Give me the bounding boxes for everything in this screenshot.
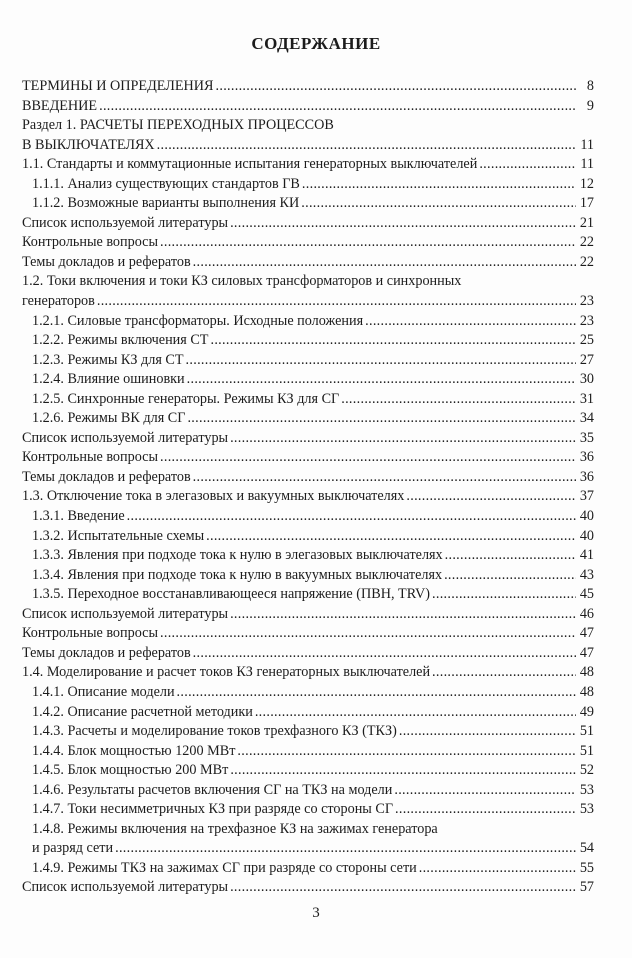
dot-leader bbox=[399, 722, 576, 741]
toc-entry-page: 23 bbox=[579, 312, 594, 329]
toc-entry-page: 45 bbox=[579, 586, 594, 603]
toc-entry-page: 53 bbox=[579, 781, 594, 798]
dot-leader bbox=[230, 878, 576, 897]
dot-leader bbox=[302, 175, 576, 194]
toc-entry-label: ТЕРМИНЫ И ОПРЕДЕЛЕНИЯ bbox=[22, 78, 214, 94]
toc-entry[interactable] bbox=[22, 527, 594, 547]
toc-entry-page: 27 bbox=[579, 351, 594, 368]
dot-leader bbox=[230, 429, 576, 448]
toc-entry-label: 1.3.3. Явления при подходе тока к нулю в элегазовых выключателях bbox=[32, 547, 443, 564]
toc-entry[interactable] bbox=[22, 116, 594, 155]
toc-entry-label: 1.2.2. Режимы включения СТ bbox=[32, 332, 209, 349]
toc-entry-label: 1.4.1. Описание модели bbox=[32, 683, 175, 700]
toc-entry-page: 12 bbox=[579, 175, 594, 192]
toc-entry-page: 11 bbox=[580, 136, 594, 153]
toc-entry-page: 40 bbox=[579, 508, 594, 525]
toc-entry-label: Список используемой литературы bbox=[22, 214, 229, 231]
toc-entry[interactable] bbox=[22, 97, 594, 117]
toc-entry[interactable] bbox=[22, 878, 594, 898]
toc-entry-page: 31 bbox=[579, 390, 594, 407]
toc-entry-page: 35 bbox=[579, 429, 594, 446]
dot-leader bbox=[237, 742, 576, 761]
toc-entry[interactable] bbox=[22, 331, 594, 351]
dot-leader bbox=[193, 644, 576, 663]
dot-leader bbox=[177, 683, 576, 702]
toc-entry[interactable] bbox=[22, 683, 594, 703]
toc-entry-page: 21 bbox=[579, 214, 594, 231]
toc-entry-page: 25 bbox=[579, 332, 594, 349]
toc-entry[interactable] bbox=[22, 663, 594, 683]
toc-entry[interactable] bbox=[22, 546, 594, 566]
dot-leader bbox=[444, 566, 576, 585]
toc-entry[interactable] bbox=[22, 351, 594, 371]
dot-leader bbox=[115, 839, 576, 858]
toc-entry[interactable] bbox=[22, 605, 594, 625]
toc-entry[interactable] bbox=[22, 77, 594, 97]
toc-entry[interactable] bbox=[22, 566, 594, 586]
toc-entry-page: 47 bbox=[579, 644, 594, 661]
dot-leader bbox=[419, 859, 576, 878]
toc-entry-label: 1.4.5. Блок мощностью 200 МВт bbox=[32, 762, 229, 779]
toc-entry[interactable] bbox=[22, 859, 594, 879]
page-number: 3 bbox=[312, 905, 320, 921]
toc-entry-page: 48 bbox=[579, 683, 594, 700]
dot-leader bbox=[395, 800, 576, 819]
toc-entry-label: 1.3.4. Явления при подходе тока к нулю в вакуумных выключателях bbox=[32, 566, 443, 583]
toc-entry-page: 40 bbox=[579, 527, 594, 544]
toc-entry[interactable] bbox=[22, 272, 594, 311]
toc-entry-page: 49 bbox=[579, 703, 594, 720]
toc-entry-label: 1.2.3. Режимы КЗ для СТ bbox=[32, 351, 184, 368]
toc-entry-label: 1.2.4. Влияние ошиновки bbox=[32, 371, 185, 388]
toc-entry-page: 11 bbox=[580, 156, 594, 173]
dot-leader bbox=[186, 351, 576, 370]
toc-entry-label: 1.2.5. Синхронные генераторы. Режимы КЗ для СГ bbox=[32, 390, 340, 407]
toc-entry[interactable] bbox=[22, 585, 594, 605]
toc-entry-page: 55 bbox=[579, 859, 594, 876]
toc-entry-page: 41 bbox=[579, 547, 594, 564]
dot-leader bbox=[230, 214, 576, 233]
toc-entry-label-continued: и разряд сети bbox=[32, 840, 114, 857]
dot-leader bbox=[394, 781, 576, 800]
toc-entry-label: 1.3.2. Испытательные схемы bbox=[32, 527, 205, 544]
dot-leader bbox=[301, 194, 576, 213]
toc-entry-label: Темы докладов и рефератов bbox=[22, 644, 191, 661]
toc-entry-page: 23 bbox=[579, 293, 594, 310]
toc-entry-page: 51 bbox=[579, 742, 594, 759]
dot-leader bbox=[255, 703, 576, 722]
toc-entry-page: 47 bbox=[579, 625, 594, 642]
dot-leader bbox=[479, 155, 576, 174]
dot-leader bbox=[193, 253, 576, 272]
toc-entry[interactable] bbox=[22, 175, 594, 195]
toc-entry[interactable] bbox=[22, 644, 594, 664]
toc-entry-label: Темы докладов и рефератов bbox=[22, 468, 191, 485]
dot-leader bbox=[210, 331, 576, 350]
toc-entry-page: 54 bbox=[579, 840, 594, 857]
toc-entry-page: 8 bbox=[586, 78, 594, 94]
toc-entry-label: 1.1.2. Возможные варианты выполнения КИ bbox=[32, 195, 300, 212]
dot-leader bbox=[187, 409, 576, 428]
toc-entry-label-continued: В ВЫКЛЮЧАТЕЛЯХ bbox=[22, 136, 155, 153]
toc-entry[interactable] bbox=[22, 370, 594, 390]
toc-entry-label: 1.2.6. Режимы ВК для СГ bbox=[32, 410, 186, 427]
toc-entry-page: 46 bbox=[579, 605, 594, 622]
dot-leader bbox=[187, 370, 576, 389]
toc-entry[interactable] bbox=[22, 800, 594, 820]
toc-entry-label: Список используемой литературы bbox=[22, 605, 229, 622]
toc-entry-label: Список используемой литературы bbox=[22, 429, 229, 446]
dot-leader bbox=[432, 663, 576, 682]
toc-entry-page: 53 bbox=[579, 801, 594, 818]
toc-entry-page: 48 bbox=[579, 664, 594, 681]
toc-entry-label: 1.3.5. Переходное восстанавливающееся напряжение (ПВН, TRV) bbox=[32, 586, 431, 603]
toc-entry-label-continued: генераторов bbox=[22, 293, 95, 310]
toc-entry[interactable] bbox=[22, 409, 594, 429]
toc-entry-page: 57 bbox=[579, 879, 594, 896]
toc-entry[interactable] bbox=[22, 214, 594, 234]
toc-entry[interactable] bbox=[22, 487, 594, 507]
toc-entry-label: 1.4.8. Режимы включения на трехфазное КЗ на зажимах генератора bbox=[32, 820, 438, 837]
toc-entry-label: Контрольные вопросы bbox=[22, 449, 158, 466]
dot-leader bbox=[127, 507, 576, 526]
toc-entry[interactable] bbox=[22, 761, 594, 781]
toc-entry-label: 1.4. Моделирование и расчет токов КЗ генераторных выключателей bbox=[22, 664, 431, 681]
toc-entry[interactable] bbox=[22, 624, 594, 644]
toc-entry-label: 1.2. Токи включения и токи КЗ силовых трансформаторов и синхронных bbox=[22, 273, 462, 290]
toc-entry-page: 34 bbox=[579, 410, 594, 427]
toc-entry-label: Список используемой литературы bbox=[22, 879, 229, 896]
toc-entry-page: 37 bbox=[579, 488, 594, 505]
toc-entry-label: 1.3.1. Введение bbox=[32, 508, 125, 525]
toc-entry-label: 1.4.4. Блок мощностью 1200 МВт bbox=[32, 742, 236, 759]
dot-leader bbox=[445, 546, 576, 565]
toc-entry[interactable] bbox=[22, 448, 594, 468]
dot-leader bbox=[97, 292, 576, 311]
toc-entry-label: 1.4.2. Описание расчетной методики bbox=[32, 703, 253, 720]
toc-entry-label: 1.4.3. Расчеты и моделирование токов трехфазного КЗ (ТКЗ) bbox=[32, 723, 397, 740]
toc-entry[interactable] bbox=[22, 253, 594, 273]
table-of-contents bbox=[22, 77, 594, 898]
toc-entry[interactable] bbox=[22, 742, 594, 762]
dot-leader bbox=[406, 487, 576, 506]
toc-entry[interactable] bbox=[22, 722, 594, 742]
dot-leader bbox=[432, 585, 576, 604]
toc-entry-label: ВВЕДЕНИЕ bbox=[22, 97, 98, 114]
dot-leader bbox=[160, 624, 576, 643]
toc-entry[interactable] bbox=[22, 312, 594, 332]
dot-leader bbox=[160, 448, 576, 467]
toc-entry-label: Темы докладов и рефератов bbox=[22, 253, 191, 270]
toc-entry-page: 52 bbox=[579, 762, 594, 779]
toc-entry[interactable] bbox=[22, 468, 594, 488]
toc-entry-label: 1.1.1. Анализ существующих стандартов ГВ bbox=[32, 175, 300, 192]
toc-entry-page: 22 bbox=[579, 234, 594, 251]
toc-entry[interactable] bbox=[22, 429, 594, 449]
dot-leader bbox=[160, 233, 576, 252]
toc-entry-label: 1.3. Отключение тока в элегазовых и вакуумных выключателях bbox=[22, 488, 405, 505]
toc-entry-page: 30 bbox=[579, 371, 594, 388]
toc-entry-label: Контрольные вопросы bbox=[22, 234, 158, 251]
dot-leader bbox=[157, 136, 576, 155]
dot-leader bbox=[216, 77, 577, 96]
toc-entry-page: 36 bbox=[579, 449, 594, 466]
toc-entry-page: 51 bbox=[579, 723, 594, 740]
toc-entry-page: 43 bbox=[579, 566, 594, 583]
toc-entry[interactable] bbox=[22, 194, 594, 214]
toc-entry[interactable] bbox=[22, 703, 594, 723]
dot-leader bbox=[230, 605, 576, 624]
toc-entry-page: 36 bbox=[579, 468, 594, 485]
toc-entry-page: 17 bbox=[579, 195, 594, 212]
toc-entry-page: 9 bbox=[586, 97, 594, 114]
dot-leader bbox=[99, 97, 576, 116]
toc-entry-label: 1.2.1. Силовые трансформаторы. Исходные положения bbox=[32, 312, 364, 329]
toc-entry-label: Раздел 1. РАСЧЕТЫ ПЕРЕХОДНЫХ ПРОЦЕССОВ bbox=[22, 117, 334, 134]
dot-leader bbox=[206, 527, 576, 546]
dot-leader bbox=[230, 761, 576, 780]
toc-entry-label: 1.4.6. Результаты расчетов включения СГ на ТКЗ на модели bbox=[32, 781, 393, 798]
toc-entry[interactable] bbox=[22, 820, 594, 859]
toc-entry[interactable] bbox=[22, 155, 594, 175]
dot-leader bbox=[365, 312, 576, 331]
toc-entry[interactable] bbox=[22, 781, 594, 801]
page-title: СОДЕРЖАНИЕ bbox=[251, 34, 381, 53]
toc-entry-label: 1.4.7. Токи несимметричных КЗ при разряде со стороны СГ bbox=[32, 801, 394, 818]
dot-leader bbox=[193, 468, 576, 487]
toc-entry[interactable] bbox=[22, 507, 594, 527]
toc-entry[interactable] bbox=[22, 233, 594, 253]
toc-entry-label: Контрольные вопросы bbox=[22, 625, 158, 642]
toc-entry-label: 1.1. Стандарты и коммутационные испытания генераторных выключателей bbox=[22, 156, 478, 173]
toc-entry-page: 22 bbox=[579, 253, 594, 270]
toc-entry-label: 1.4.9. Режимы ТКЗ на зажимах СГ при разряде со стороны сети bbox=[32, 859, 417, 876]
dot-leader bbox=[341, 390, 576, 409]
toc-entry[interactable] bbox=[22, 390, 594, 410]
